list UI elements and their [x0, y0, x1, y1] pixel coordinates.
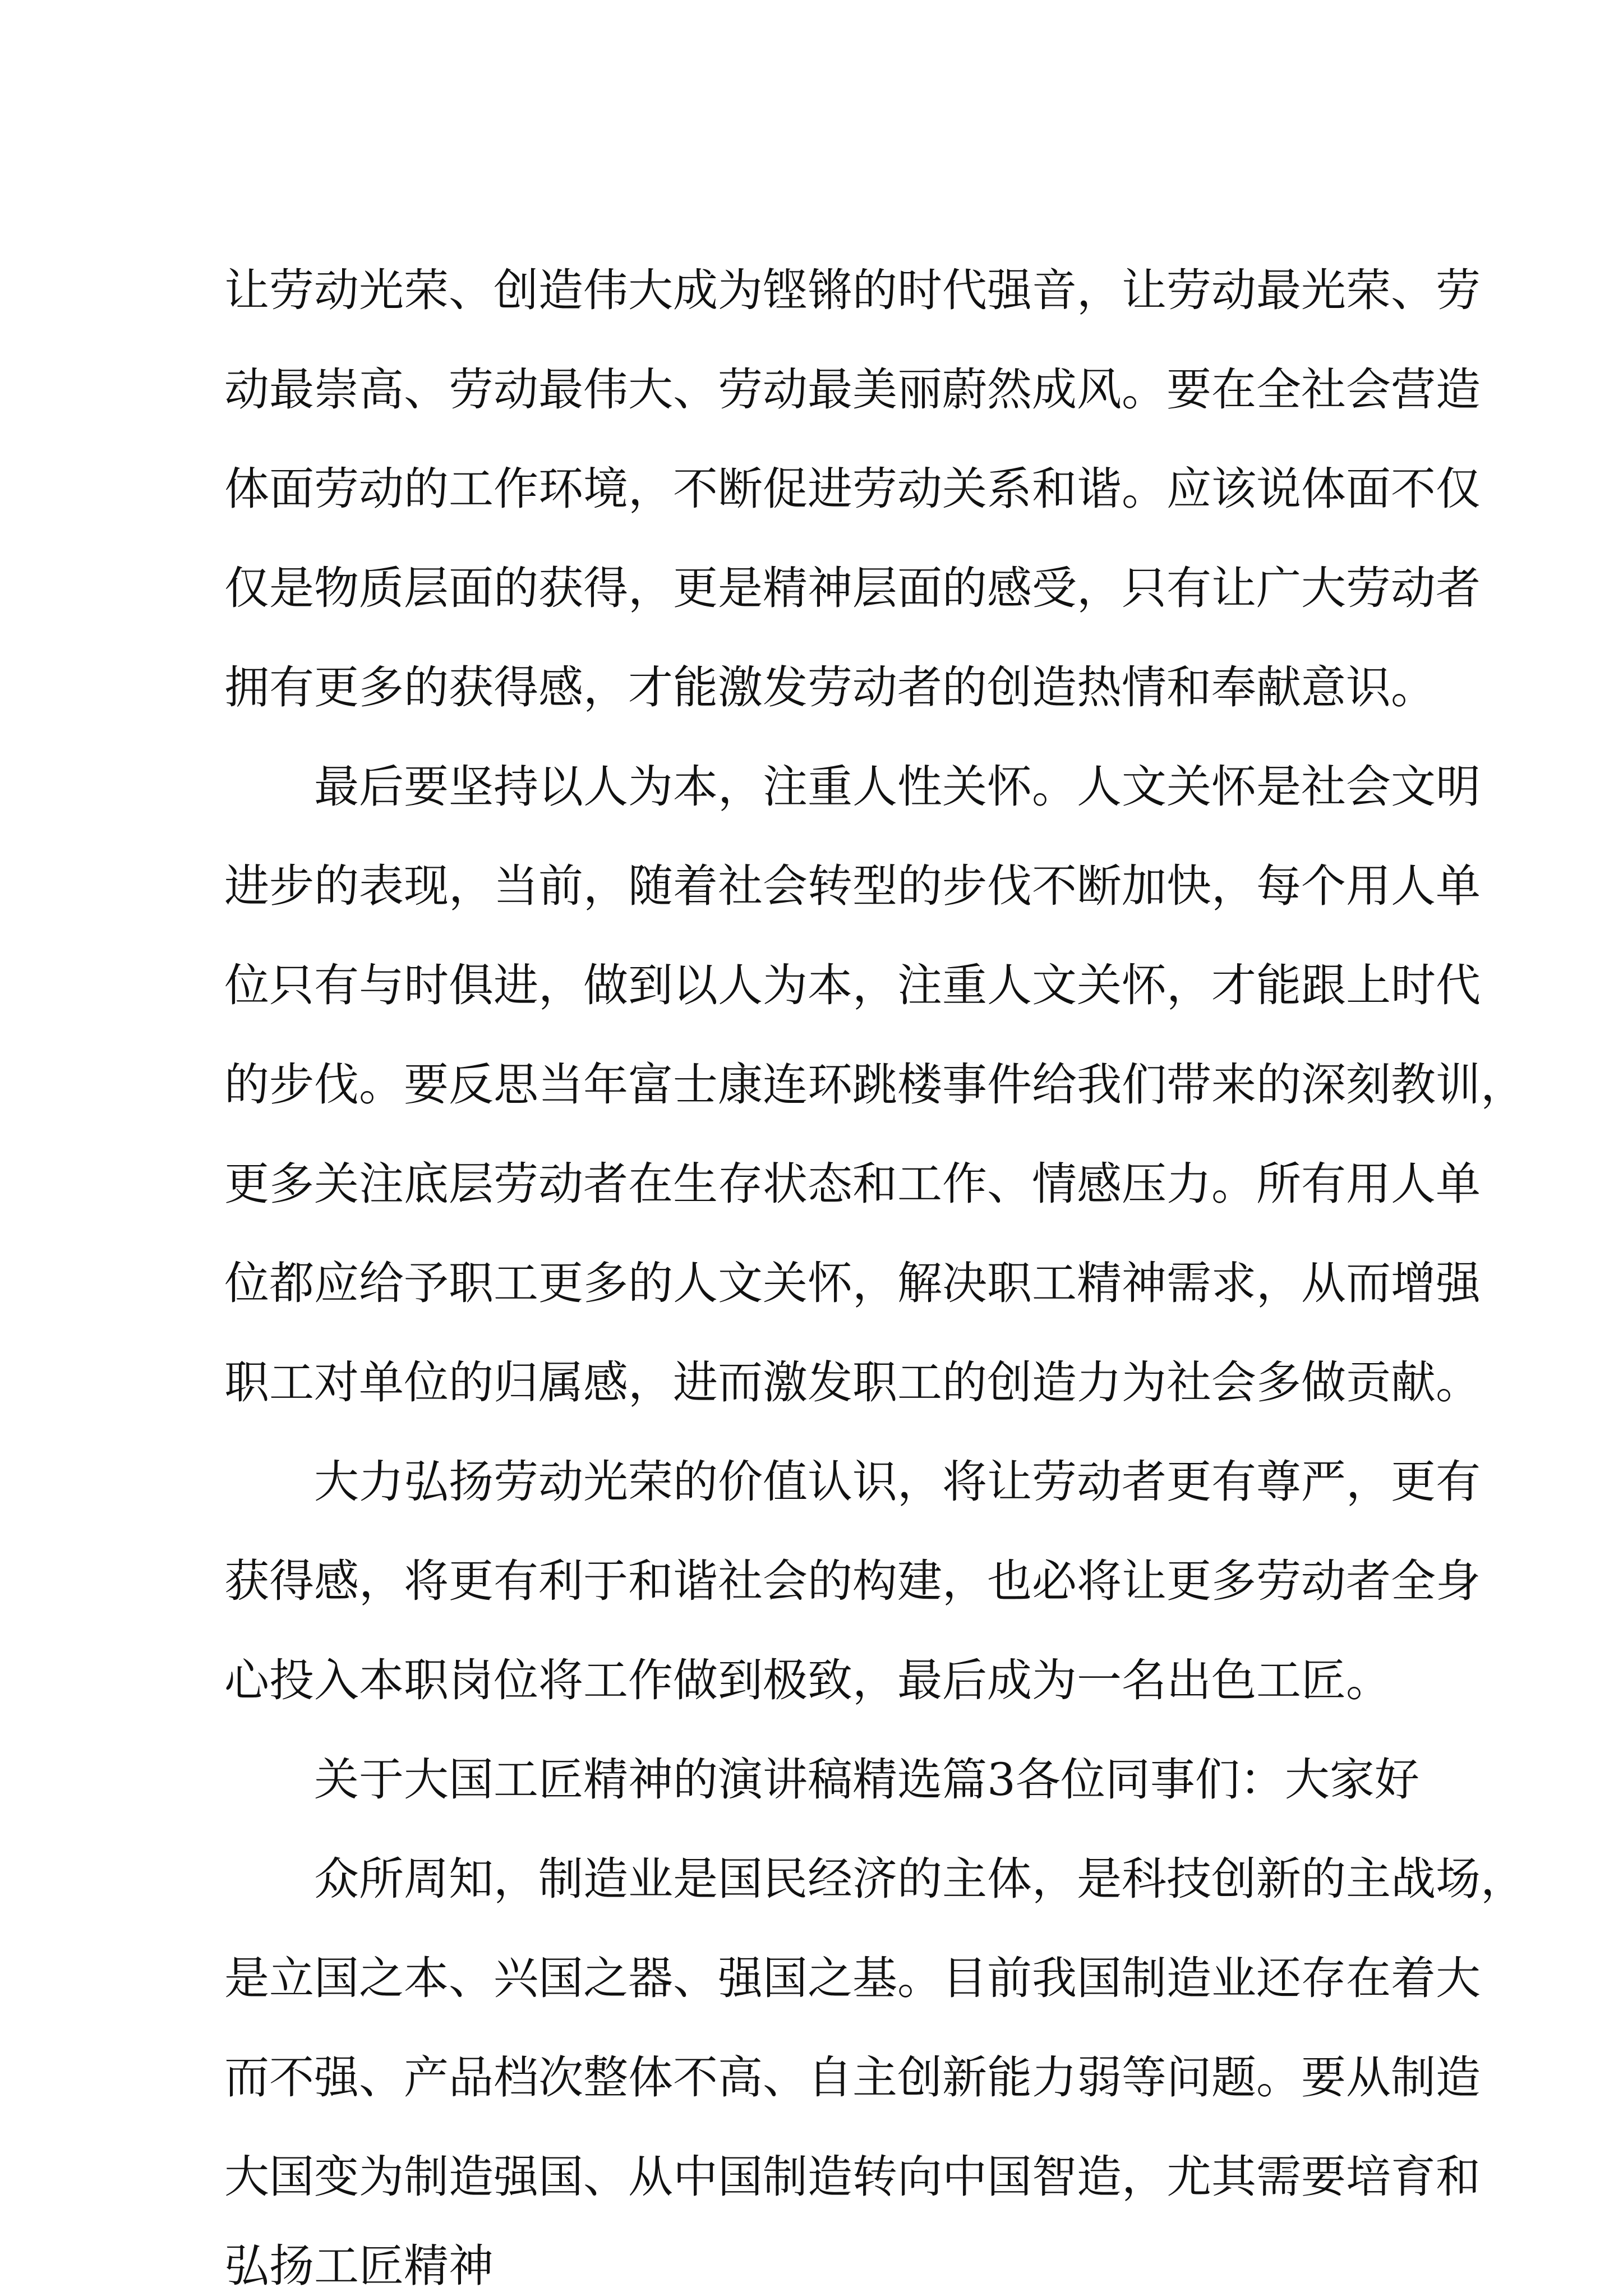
text-line: 拥有更多的获得感，才能激发劳动者的创造热情和奉献意识。 — [224, 661, 1436, 714]
text-line: 关于大国工匠精神的演讲稿精选篇3各位同事们：大家好 — [314, 1754, 1419, 1806]
text-line: 大力弘扬劳动光荣的价值认识，将让劳动者更有尊严，更有 — [314, 1456, 1481, 1508]
text-line: 是立国之本、兴国之器、强国之基。目前我国制造业还存在着大 — [224, 1952, 1481, 2004]
text-line: 心投入本职岗位将工作做到极致，最后成为一名出色工匠。 — [224, 1654, 1391, 1706]
text-line: 众所周知，制造业是国民经济的主体，是科技创新的主战场， — [314, 1853, 1525, 1905]
text-line: 弘扬工匠精神 — [224, 2240, 494, 2292]
text-line: 最后要坚持以人为本，注重人性关怀。人文关怀是社会文明 — [314, 761, 1481, 813]
text-line: 进步的表现，当前，随着社会转型的步伐不断加快，每个用人单 — [224, 860, 1481, 912]
text-line: 大国变为制造强国、从中国制造转向中国智造，尤其需要培育和 — [224, 2151, 1481, 2203]
text-line: 的步伐。要反思当年富士康连环跳楼事件给我们带来的深刻教训， — [224, 1059, 1525, 1111]
text-line: 更多关注底层劳动者在生存状态和工作、情感压力。所有用人单 — [224, 1158, 1481, 1210]
text-line: 体面劳动的工作环境，不断促进劳动关系和谐。应该说体面不仅 — [224, 463, 1481, 515]
text-line: 获得感，将更有利于和谐社会的构建，也必将让更多劳动者全身 — [224, 1555, 1481, 1607]
text-line: 仅是物质层面的获得，更是精神层面的感受，只有让广大劳动者 — [224, 562, 1481, 614]
text-line: 位只有与时俱进，做到以人为本，注重人文关怀，才能跟上时代 — [224, 959, 1481, 1011]
text-line: 动最崇高、劳动最伟大、劳动最美丽蔚然成风。要在全社会营造 — [224, 364, 1481, 416]
text-line: 位都应给予职工更多的人文关怀，解决职工精神需求，从而增强 — [224, 1257, 1481, 1309]
text-line: 职工对单位的归属感，进而激发职工的创造力为社会多做贡献。 — [224, 1356, 1481, 1409]
text-line: 让劳动光荣、创造伟大成为铿锵的时代强音，让劳动最光荣、劳 — [224, 264, 1481, 316]
text-line: 而不强、产品档次整体不高、自主创新能力弱等问题。要从制造 — [224, 2051, 1481, 2104]
